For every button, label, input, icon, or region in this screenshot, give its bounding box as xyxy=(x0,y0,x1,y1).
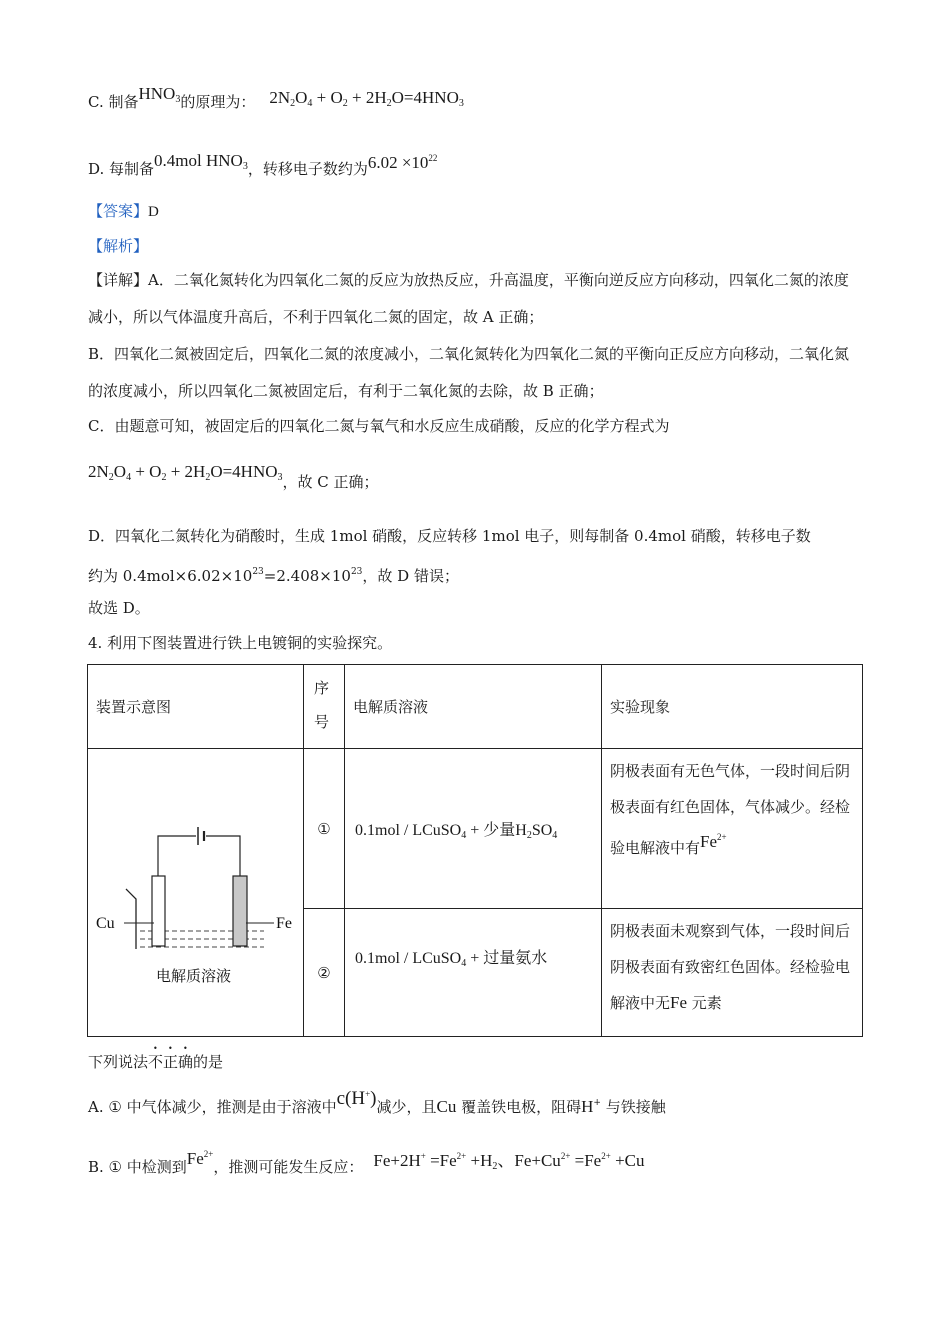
question-4: 4. 利用下图装置进行铁上电镀铜的实验探究。 xyxy=(88,634,393,652)
phenomenon-2: 阴极表面未观察到气体，一段时间后阴极表面有致密红色固体。经检验电解液中无Fe 元素 xyxy=(610,922,851,1012)
detail-d-2: 约为 $0.4mol\times 6.02\times 10^{23}=2.408\times 10^{23}$，故 D 错误； xyxy=(88,567,459,585)
question-stem: 下列说法不正确的是 xyxy=(88,1053,224,1071)
row-num: ② xyxy=(317,963,331,982)
detail-c: C．由题意可知，被固定后的四氧化二氮与氧气和水反应生成硝酸，反应的化学方程式为 xyxy=(88,417,670,435)
cu-label: Cu xyxy=(96,914,115,932)
experiment-table xyxy=(87,664,863,1037)
choice-b: B. ① 中检测到$Fe^{2+}$，推测可能发生反应： $Fe+2H^+ =Fe^{2+} +H_2$、$Fe+Cu^{2+} =Fe^{2+} +Cu$ xyxy=(88,1149,645,1176)
reactions: $Fe+2H^+ =Fe^{2+} +H_2$、$Fe+Cu^{2+} =Fe^{2+} +Cu$ xyxy=(373,1151,645,1172)
cu-electrode xyxy=(152,876,165,946)
header-num: 序号 xyxy=(314,679,330,731)
electron-count: $6.02 \times 10^{22}$ xyxy=(367,153,438,172)
detail-b: B．四氧化二氮被固定后，四氧化二氮的浓度减小，二氧化氮转化为四氧化二氮的平衡向正反应方向移动，二氧化氮的浓度减小，所以四氧化二氮被固定后，有利于二氧化氮的去除，故 B 正确； xyxy=(88,345,850,400)
beaker xyxy=(126,889,136,949)
diagram-caption: 电解质溶液 xyxy=(156,966,232,985)
solution-2: 0.1mol / LCuSO$_4$ + 过量氨水 xyxy=(355,950,548,969)
hno3-formula: $HNO_3$ xyxy=(138,84,181,105)
detail-a: 【详解】A．二氧化氮转化为四氧化二氮的反应为放热反应，升高温度，平衡向逆反应方向移动，四氧化二氮的浓度减小，所以气体温度升高后，不利于四氧化二氮的固定，故 A 正确； xyxy=(88,271,849,326)
detail-c-equation: $2N_2O_4 + O_2 + 2H_2O=4HNO_3$，故 C 正确； xyxy=(88,462,379,491)
phenomenon-1: 阴极表面有无色气体，一段时间后阴极表面有红色固体，气体减少。经检验电解液中有$Fe^{2+}$ xyxy=(610,762,851,857)
header-solution: 电解质溶液 xyxy=(353,698,429,716)
amount-formula: 0.4mol $HNO_3$ xyxy=(154,151,248,172)
option-c: C. 制备$HNO_3$的原理为： $2N_2O_4 + O_2 + 2H_2O=4HNO_3$ xyxy=(88,84,464,111)
table-row xyxy=(88,749,863,909)
conclusion: 故选 D。 xyxy=(88,599,150,617)
equation-c: $2N_2O_4 + O_2 + 2H_2O=4HNO_3$ xyxy=(269,88,464,109)
detail-d-1: D．四氧化二氮转化为硝酸时，生成 1mol 硝酸，反应转移 1mol 电子，则每制备 0.4mol 硝酸，转移电子数 xyxy=(88,527,811,545)
equation-detail: $2N_2O_4 + O_2 + 2H_2O=4HNO_3$ xyxy=(88,462,283,483)
header-diagram: 装置示意图 xyxy=(96,698,172,716)
header-phenomenon: 实验现象 xyxy=(610,698,671,716)
solution-1: 0.1mol / LCuSO$_4$ + 少量$H_2SO_4$ xyxy=(355,821,558,841)
fe-electrode xyxy=(233,876,247,946)
analysis-tag: 【解析】 xyxy=(88,237,149,255)
option-d: D. 每制备0.4mol $HNO_3$，转移电子数约为$6.02 \times 10^{22}$ xyxy=(88,151,438,178)
electroplating-diagram xyxy=(88,781,303,1001)
emphasis-not-correct: 不正确 xyxy=(148,1053,194,1071)
c-h-concentration: c(H+) xyxy=(336,1088,377,1109)
diagram-cell xyxy=(88,749,304,1037)
answer-line: 【答案】D xyxy=(88,202,159,220)
fe-label: Fe xyxy=(276,914,292,932)
table-header-row xyxy=(88,665,863,749)
choice-a: A. ① 中气体减少，推测是由于溶液中c(H+)减少，且Cu 覆盖铁电极，阻碍H+ 与铁接触 xyxy=(88,1088,666,1116)
row-num: ① xyxy=(317,819,331,838)
